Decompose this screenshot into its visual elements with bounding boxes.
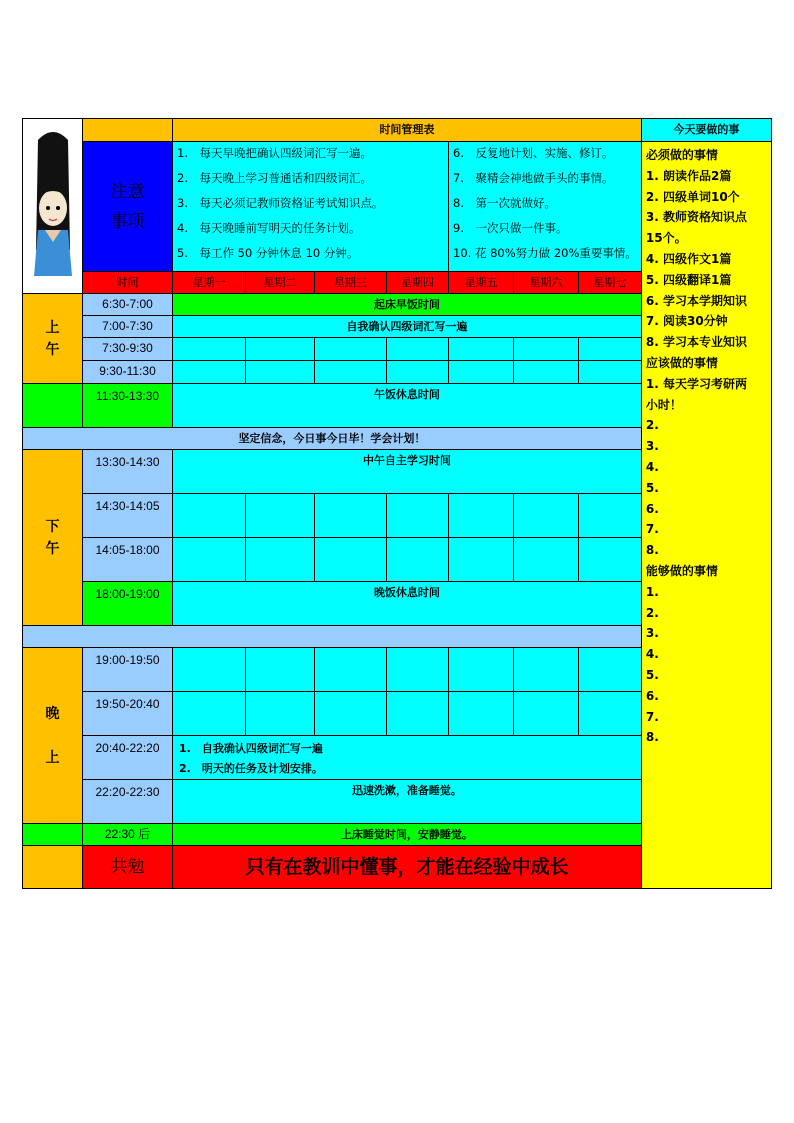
activity-line: 2. 明天的任务及计划安排。 [179,762,323,775]
todo-item: 7. [645,709,659,724]
slot-time: 7:30-9:30 [83,338,173,361]
slot-activity: 午饭休息时间 [173,384,642,428]
note-item: 8. 第一次就做好。 [453,196,556,210]
period-label: 下 午 [45,518,60,557]
slot-activity: 晚饭休息时间 [173,582,642,626]
todo-item: 8. [645,730,659,745]
slot-activity: 迅速洗漱，准备睡觉。 [173,780,642,824]
note-item: 2. 每天晚上学习普通话和四级词汇。 [177,171,372,185]
note-item: 4. 每天晚睡前写明天的任务计划。 [177,221,361,235]
schedule-cell[interactable] [173,361,246,384]
todo-item: 7. 阅读30分钟 [645,314,728,329]
schedule-cell[interactable] [449,692,514,736]
schedule-cell[interactable] [315,648,387,692]
day-header-thursday: 星期四 [387,272,449,294]
notes-left [173,142,449,272]
schedule-cell[interactable] [578,338,641,361]
todo-item: 必须做的事情 [645,148,718,162]
todo-item: 4. [645,647,659,662]
notes-right [449,142,642,272]
slot-time: 14:30-14:05 [83,494,173,538]
period-blank [23,384,83,428]
todo-item: 5. 四级翻译1篇 [645,272,732,287]
schedule-cell[interactable] [246,538,315,582]
note-item: 6. 反复地计划、实施、修订。 [453,146,614,160]
schedule-cell[interactable] [578,361,641,384]
todo-item: 4. 四级作文1篇 [645,251,732,266]
slot-time: 19:50-20:40 [83,692,173,736]
slot-activity: 自我确认四级词汇写一遍 [173,316,642,338]
note-item: 5. 每工作 50 分钟休息 10 分钟。 [177,246,359,260]
todo-item: 1. [645,584,659,599]
period-morning [23,294,83,384]
schedule-cell[interactable] [387,338,449,361]
schedule-cell[interactable] [578,648,641,692]
slot-time: 7:00-7:30 [83,316,173,338]
note-item: 3. 每天必须记教师资格证考试知识点。 [177,196,384,210]
schedule-cell[interactable] [246,692,315,736]
schedule-cell[interactable] [173,338,246,361]
schedule-cell[interactable] [449,338,514,361]
table-title: 时间管理表 [173,119,642,142]
todo-item: 3. 教师资格知识点 [645,210,747,225]
todo-item: 3. [645,439,659,454]
day-header-sunday: 星期七 [578,272,641,294]
todo-item: 6. 学习本学期知识 [645,293,747,308]
schedule-cell[interactable] [514,361,578,384]
todo-item: 2. [645,418,659,433]
schedule-cell[interactable] [246,494,315,538]
schedule-cell[interactable] [315,494,387,538]
period-evening [23,648,83,824]
note-item: 10. 花 80%努力做 20%重要事情。 [453,246,637,260]
activity-line: 1. 自我确认四级词汇写一遍 [179,742,323,755]
notes-label: 注意 事项 [83,142,173,272]
schedule-cell[interactable] [387,648,449,692]
day-header-wednesday: 星期三 [315,272,387,294]
period-blank [23,824,83,846]
todo-title: 今天要做的事 [641,119,771,142]
slot-activity: 上床睡觉时间，安静睡觉。 [173,824,642,846]
time-column-header: 时间 [83,272,173,294]
todo-item: 6. [645,501,659,516]
schedule-cell[interactable] [315,538,387,582]
todo-item: 8. [645,543,659,558]
schedule-cell[interactable] [514,692,578,736]
todo-item: 5. [645,480,659,495]
todo-item: 2. [645,605,659,620]
slot-activity: 中午自主学习时间 [173,450,642,494]
day-header-tuesday: 星期二 [246,272,315,294]
schedule-cell[interactable] [315,692,387,736]
schedule-cell[interactable] [173,648,246,692]
todo-item: 1. 朗读作品2篇 [645,168,732,183]
schedule-cell[interactable] [578,692,641,736]
schedule-cell[interactable] [514,338,578,361]
slot-activity [173,736,642,780]
schedule-cell[interactable] [514,538,578,582]
todo-item: 15个。 [645,231,687,246]
schedule-cell[interactable] [315,338,387,361]
schedule-cell[interactable] [246,338,315,361]
footer-motto: 只有在教训中懂事，才能在经验中成长 [173,846,642,889]
schedule-cell[interactable] [387,361,449,384]
slot-time: 18:00-19:00 [83,582,173,626]
day-header-monday: 星期一 [173,272,246,294]
schedule-cell[interactable] [578,538,641,582]
todo-item: 小时！ [645,397,682,412]
period-label: 晚 上 [45,705,60,766]
slot-time: 19:00-19:50 [83,648,173,692]
schedule-cell[interactable] [387,692,449,736]
slot-time: 20:40-22:20 [83,736,173,780]
todo-item: 5. [645,667,659,682]
time-management-table [22,118,772,889]
slot-time: 13:30-14:30 [83,450,173,494]
day-header-saturday: 星期六 [514,272,578,294]
schedule-cell[interactable] [449,361,514,384]
todo-item: 能够做的事情 [645,563,718,578]
motivation-banner: 坚定信念，今日事今日毕！学会计划！ [23,428,642,450]
schedule-cell[interactable] [173,494,246,538]
todo-item: 1. 每天学习考研两 [645,376,747,391]
todo-panel [641,142,771,889]
schedule-cell[interactable] [449,538,514,582]
todo-item: 4. [645,459,659,474]
slot-time: 6:30-7:00 [83,294,173,316]
schedule-cell[interactable] [514,494,578,538]
slot-time: 22:30 后 [83,824,173,846]
slot-time: 11:30-13:30 [83,384,173,428]
avatar [23,119,83,294]
todo-item: 8. 学习本专业知识 [645,335,747,350]
schedule-cell[interactable] [578,494,641,538]
todo-item: 3. [645,626,659,641]
todo-item: 2. 四级单词10个 [645,189,740,204]
schedule-cell[interactable] [173,538,246,582]
todo-item: 7. [645,522,659,537]
slot-time: 22:20-22:30 [83,780,173,824]
note-item: 1. 每天早晚把确认四级词汇写一遍。 [177,146,372,160]
day-header-friday: 星期五 [449,272,514,294]
schedule-cell[interactable] [387,494,449,538]
schedule-cell[interactable] [387,538,449,582]
slot-time: 14:05-18:00 [83,538,173,582]
todo-list [646,145,768,748]
schedule-cell[interactable] [449,648,514,692]
header-blank [83,119,173,142]
note-item: 9. 一次只做一件事。 [453,221,568,235]
slot-activity: 起床早饭时间 [173,294,642,316]
schedule-cell[interactable] [449,494,514,538]
schedule-cell[interactable] [246,648,315,692]
footer-label: 共勉 [83,846,173,889]
cartoon-girl-avatar-icon [30,130,76,278]
schedule-cell[interactable] [173,692,246,736]
schedule-cell[interactable] [315,361,387,384]
period-afternoon [23,450,83,626]
schedule-cell[interactable] [514,648,578,692]
slot-time: 9:30-11:30 [83,361,173,384]
schedule-cell[interactable] [246,361,315,384]
todo-item: 6. [645,688,659,703]
footer-blank [23,846,83,889]
period-label: 上 午 [45,319,60,358]
note-item: 7. 聚精会神地做手头的事情。 [453,171,614,185]
spacer-row [23,626,642,648]
todo-item: 应该做的事情 [645,355,718,370]
